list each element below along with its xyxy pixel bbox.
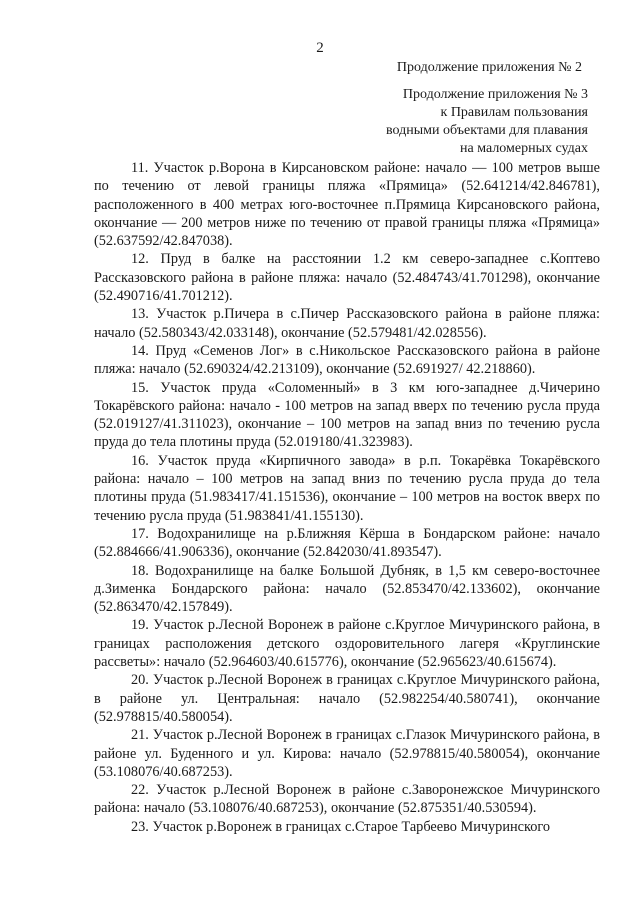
continuation-appendix-3: Продолжение приложения № 3 [402,87,588,102]
continuation-appendix-2: Продолжение приложения № 2 [396,60,582,75]
list-item-19: 19. Участок р.Лесной Воронеж в районе с.Круглое Мичуринского района, в границах расположения детского оздоровительного лагеря «Круглинские рассветы»: начало (52.964603/40.615776), окончание (52.965623/40.615674). [94,617,600,671]
list-item-23: 23. Участок р.Воронеж в границах с.Старое Тарбеево Мичуринского [131,818,551,835]
rules-reference-line-2: водными объектами для плавания [386,123,588,138]
page-number: 2 [316,40,324,56]
rules-reference-line-3: на маломерных судах [460,141,588,156]
list-item-18: 18. Водохранилище на балке Большой Дубняк, в 1,5 км северо-восточнее д.Зименка Бондарского района: начало (52.853470/42.133602), окончание (52.863470/42.157849). [94,562,600,616]
list-item-13: 13. Участок р.Пичера в с.Пичер Рассказовского района в районе пляжа: начало (52.580343/42.033148), окончание (52.579481/42.028556). [94,306,600,341]
list-item-20: 20. Участок р.Лесной Воронеж в границах с.Круглое Мичуринского района, в районе ул. Центральная: начало (52.982254/40.580741), окончание (52.978815/40.580054). [94,672,600,725]
list-item-15: 15. Участок пруда «Соломенный» в 3 км юго-западнее д.Чичерино Токарёвского района: начало - 100 метров на запад вверх по течению русла пруда (52.019127/41.311023), окончание – 100 метров на запад вниз по течению русла пруда до тела плотины пруда (52.019180/41.323983). [94,379,600,451]
list-item-16: 16. Участок пруда «Кирпичного завода» в р.п. Токарёвка Токарёвского района: начало – 100 метров на запад вниз по течению русла пруда до тела плотины пруда (51.983417/41.151536), окончание – 100 метров на восток вверх по течению русла пруда (51.983841/41.155130). [94,452,600,524]
document-body [94,159,600,836]
list-item-12: 12. Пруд в балке на расстоянии 1.2 км северо-западнее с.Коптево Рассказовского района в районе пляжа: начало (52.484743/41.701298), окончание (52.490716/41.701212). [94,251,600,305]
list-item-14: 14. Пруд «Семенов Лог» в с.Никольское Рассказовского района в районе пляжа: начало (52.690324/42.213109), окончание (52.691927/ 42.218860). [94,342,600,378]
list-item-11: 11. Участок р.Ворона в Кирсановском районе: начало — 100 метров выше по течению от левой границы пляжа «Прямица» (52.641214/42.846781), расположенного в 400 метрах юго-восточнее п.Прямица Кирсановского района, окончание — 200 метров ниже по течению от правой границы пляжа «Прямица» (52.637592/42.847038). [94,160,600,250]
rules-reference-line-1: к Правилам пользования [440,105,588,120]
list-item-22: 22. Участок р.Лесной Воронеж в районе с.Заворонежское Мичуринского района: начало (53.108076/40.687253), окончание (52.875351/40.530594). [94,782,600,817]
list-item-17: 17. Водохранилище на р.Ближняя Кёрша в Бондарском районе: начало (52.884666/41.906336), окончание (52.842030/41.893547). [94,525,600,561]
list-item-21: 21. Участок р.Лесной Воронеж в границах с.Глазок Мичуринского района, в районе ул. Буденного и ул. Кирова: начало (52.978815/40.580054), окончание (53.108076/40.687253). [94,727,600,780]
